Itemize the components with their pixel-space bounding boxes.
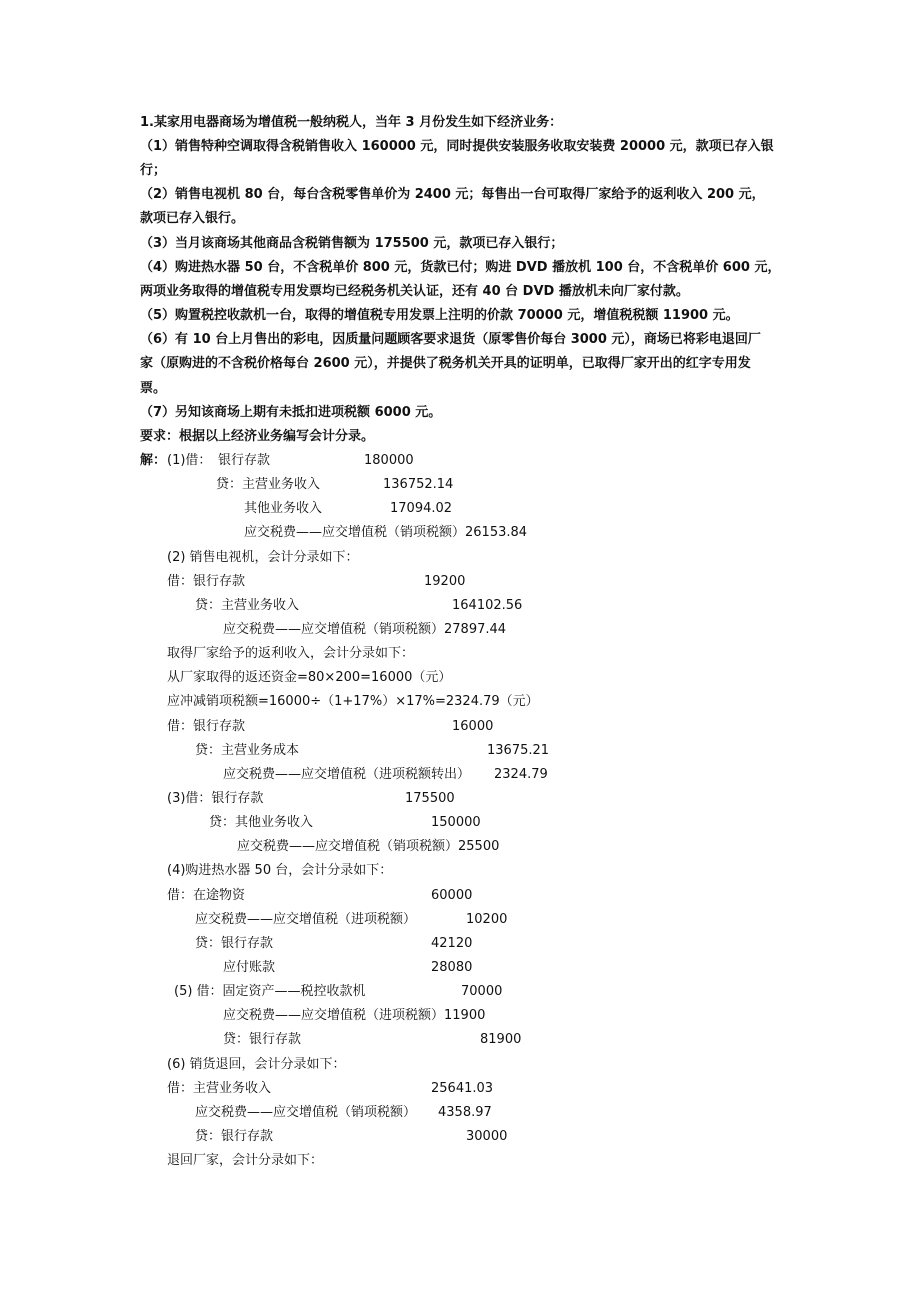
entry-text: 借：银行存款: [167, 573, 246, 589]
entry-amount: 28080: [431, 959, 473, 975]
entry-amount: 4358.97: [438, 1104, 492, 1120]
entry-text: (3)借：银行存款: [167, 790, 264, 806]
entry-text: (4)购进热水器 50 台，会计分录如下：: [167, 863, 393, 879]
solution-prefix: 解：: [140, 453, 167, 468]
entry-amount: 70000: [461, 984, 503, 1000]
entry-amount: 175500: [405, 790, 455, 806]
question-line: （1）销售特种空调取得含税销售收入 160000 元，同时提供安装服务收取安装费 20000 元，款项已存入银: [140, 139, 774, 154]
entry-amount: 164102.56: [452, 597, 523, 613]
entry-text: 贷：银行存款: [223, 1032, 302, 1048]
entry-amount: 13675.21: [487, 742, 550, 758]
entry-text: 贷：其他业务收入: [209, 815, 314, 831]
entry-text: (1)借：: [167, 453, 212, 468]
question-line: （3）当月该商场其他商品含税销售额为 175500 元，款项已存入银行；: [140, 236, 564, 251]
entry-text: 应交税费——应交增值税（进项税额）11900: [223, 1008, 486, 1024]
question-line: 家（原购进的不含税价格每台 2600 元），并提供了税务机关开具的证明单，已取得厂家开出的红字专用发: [140, 356, 751, 371]
entry-text: 退回厂家，会计分录如下：: [167, 1153, 324, 1169]
entry-text: (5) 借：固定资产——税控收款机: [174, 984, 366, 1000]
question-line: （7）另知该商场上期有未抵扣进项税额 6000 元。: [140, 405, 442, 420]
entry-text: 借：主营业务收入: [167, 1080, 272, 1096]
entry-amount: 81900: [480, 1032, 522, 1048]
entry-text: 贷：主营业务收入: [195, 597, 300, 613]
entry-text: 借：在途物资: [167, 887, 246, 903]
question-line: （5）购置税控收款机一台，取得的增值税专用发票上注明的价款 70000 元，增值税税额 11900 元。: [140, 308, 739, 323]
entry-amount: 25641.03: [431, 1080, 494, 1096]
entry-text: 应付账款: [223, 959, 276, 975]
entry-account: 银行存款: [218, 453, 271, 468]
entry-text: 应交税费——应交增值税（销项税额）26153.84: [244, 525, 528, 541]
question-line: 1.某家用电器商场为增值税一般纳税人，当年 3 月份发生如下经济业务：: [140, 115, 563, 130]
entry-text: 贷：银行存款: [195, 935, 274, 951]
question-line: 两项业务取得的增值税专用发票均已经税务机关认证，还有 40 台 DVD 播放机未向厂家付款。: [140, 284, 689, 299]
entry-text: 应交税费——应交增值税（进项税额转出）: [223, 766, 471, 782]
question-line: （2）销售电视机 80 台，每台含税零售单价为 2400 元；每售出一台可取得厂家给予的返利收入 200 元，: [140, 187, 765, 202]
entry-amount: 30000: [466, 1128, 508, 1144]
entry-text: 取得厂家给予的返利收入，会计分录如下：: [167, 646, 415, 662]
entry-amount: 150000: [431, 815, 481, 831]
entry-text: 贷：主营业务收入: [216, 477, 321, 493]
entry-amount: 2324.79: [494, 766, 548, 782]
question-line: （6）有 10 台上月售出的彩电，因质量问题顾客要求退货（原零售价每台 3000 元），商场已将彩电退回厂: [140, 332, 761, 347]
entry-amount: 16000: [452, 718, 494, 734]
entry-text: 应交税费——应交增值税（销项税额）25500: [237, 839, 500, 855]
entry-text: 其他业务收入: [244, 501, 323, 517]
entry-text: 借：银行存款: [167, 718, 246, 734]
question-line: 票。: [140, 381, 167, 396]
question-line: 款项已存入银行。: [140, 211, 245, 226]
entry-text: 贷：银行存款: [195, 1128, 274, 1144]
question-line: （4）购进热水器 50 台，不含税单价 800 元，货款已付；购进 DVD 播放机 100 台，不含税单价 600 元，: [140, 260, 781, 275]
entry-amount: 17094.02: [390, 501, 453, 517]
entry-text: (2) 销售电视机，会计分录如下：: [167, 549, 359, 565]
entry-amount: 60000: [431, 887, 473, 903]
entry-text: 应交税费——应交增值税（销项税额）27897.44: [223, 621, 507, 637]
entry-amount: 19200: [424, 573, 466, 589]
entry-text: (6) 销货退回，会计分录如下：: [167, 1056, 346, 1072]
entry-text: 贷：主营业务成本: [195, 742, 300, 758]
question-line: 行；: [140, 163, 167, 178]
question-line: 要求：根据以上经济业务编写会计分录。: [140, 429, 375, 444]
entry-amount: 180000: [364, 453, 414, 468]
entry-amount: 136752.14: [383, 477, 454, 493]
entry-text: 应交税费——应交增值税（进项税额）: [195, 911, 417, 927]
entry-amount: 10200: [466, 911, 508, 927]
entry-text: 应交税费——应交增值税（销项税额）: [195, 1104, 417, 1120]
entry-amount: 42120: [431, 935, 473, 951]
entry-text: 从厂家取得的返还资金=80×200=16000（元）: [167, 670, 452, 686]
entry-text: 应冲减销项税额=16000÷（1+17%）×17%=2324.79（元）: [167, 694, 539, 710]
